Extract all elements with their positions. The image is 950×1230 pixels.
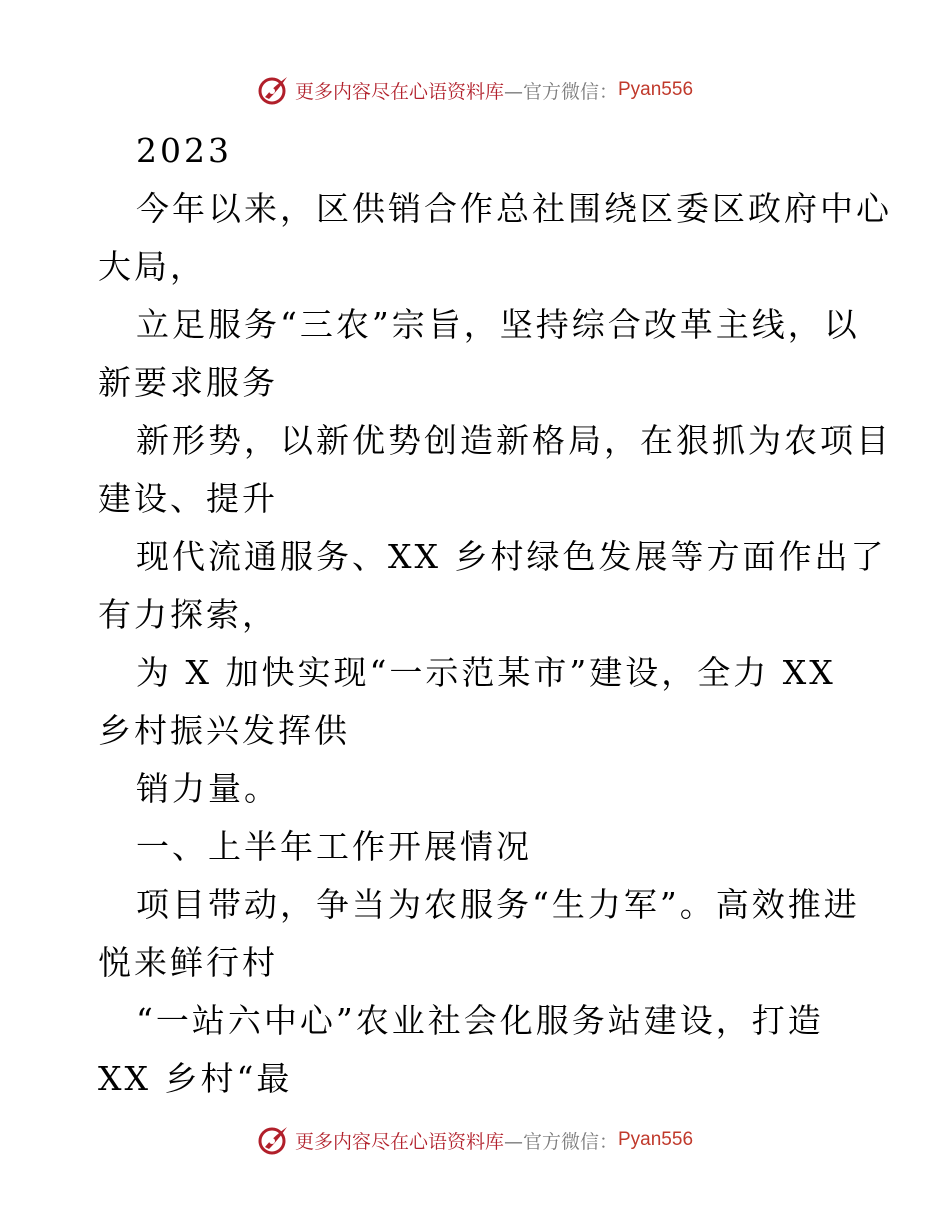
watermark-separator: —官方微信： xyxy=(503,80,618,103)
footer-watermark xyxy=(0,1120,950,1160)
document-line: 乡村振兴发挥供 xyxy=(98,711,350,750)
document-line: 销力量。 xyxy=(136,769,280,808)
document-line: 立足服务“三农”宗旨，坚持综合改革主线，以 xyxy=(136,305,860,344)
document-body xyxy=(98,122,892,1108)
document-line: 新要求服务 xyxy=(98,363,278,402)
document-line: XX 乡村“最 xyxy=(98,1059,293,1098)
document-line: 现代流通服务、XX 乡村绿色发展等方面作出了 xyxy=(136,537,887,576)
quill-logo-icon xyxy=(257,1123,291,1157)
document-line: 2023 xyxy=(136,131,232,170)
watermark-separator: —官方微信： xyxy=(503,1130,618,1153)
document-line: 新形势，以新优势创造新格局，在狠抓为农项目 xyxy=(136,421,892,460)
watermark-wechat-id: Pyan556 xyxy=(618,79,694,100)
quill-logo-icon xyxy=(257,73,291,107)
watermark-brand: 更多内容尽在心语资料库 xyxy=(294,80,504,103)
document-line: 今年以来，区供销合作总社围绕区委区政府中心 xyxy=(136,189,892,228)
document-line: 项目带动，争当为农服务“生力军”。高效推进 xyxy=(136,885,860,924)
document-line: 为 X 加快实现“一示范某市”建设，全力 XX xyxy=(136,653,836,692)
document-line: 悦来鲜行村 xyxy=(98,943,278,982)
header-watermark xyxy=(0,70,950,110)
watermark-wechat-id: Pyan556 xyxy=(618,1129,694,1150)
document-line: 建设、提升 xyxy=(98,479,278,518)
watermark-brand: 更多内容尽在心语资料库 xyxy=(294,1130,504,1153)
document-line: 一、上半年工作开展情况 xyxy=(136,827,532,866)
document-line: “一站六中心”农业社会化服务站建设，打造 xyxy=(136,1001,824,1040)
document-line: 大局， xyxy=(98,247,206,286)
document-line: 有力探索， xyxy=(98,595,278,634)
